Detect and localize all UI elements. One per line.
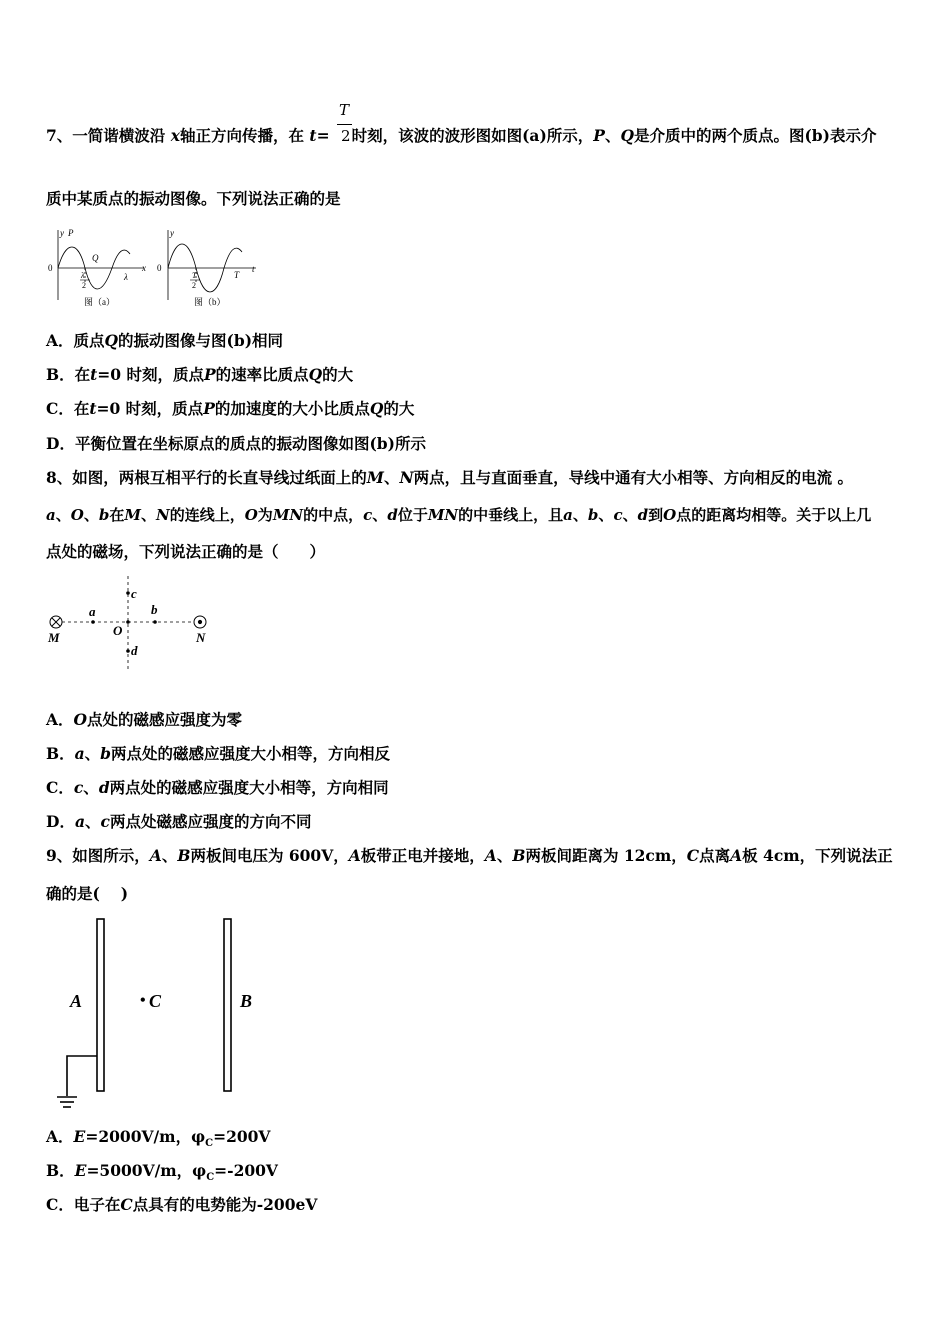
fig-a-lambda2-top: λ	[81, 271, 85, 280]
fig-b-T2-bot: 2	[192, 281, 196, 290]
q9-option-b: B．E=5000V/m，$\varphi_C=-200V$	[46, 1161, 278, 1184]
q9-stem-line2: 确的是( )	[46, 884, 129, 903]
q7-number: 7、	[46, 126, 73, 145]
q9-option-a: A．E=2000V/m，$\varphi_C=200V$	[46, 1127, 271, 1150]
q9-option-c: C．电子在C点具有的电势能为-200eV	[46, 1195, 318, 1214]
label-o: O	[113, 623, 123, 638]
fig-a-lambda2-bot: 2	[82, 281, 86, 290]
fig-b-caption: 图（b）	[194, 297, 226, 307]
fig-b-origin: 0	[157, 263, 162, 273]
q8-figure	[44, 574, 224, 674]
fig-a-x-label: x	[142, 263, 146, 273]
fig-b-y-label: y	[170, 228, 174, 238]
fig-b-T: T	[234, 270, 240, 280]
wire-n-out-of-page-icon	[194, 616, 206, 628]
fraction-bar	[337, 124, 352, 125]
q8-option-c: C．c、d两点处的磁感应强度大小相等，方向相同	[46, 778, 389, 797]
q9-stem-line1: 9、如图所示，A、B两板间电压为 600V，A板带正电并接地，A、B两板间距离为 12cm，C点离A板 4cm，下列说法正	[46, 846, 893, 865]
label-n: N	[196, 630, 206, 645]
fig-a-Q-label: Q	[92, 253, 99, 263]
q7-stem-line2: 质中某质点的振动图像。下列说法正确的是	[46, 189, 341, 208]
point-o	[126, 620, 130, 624]
fig-a-y-label: y	[60, 228, 64, 238]
figure-a	[58, 230, 144, 300]
point-a	[91, 620, 95, 624]
q8-stem-line1: 8、如图，两根互相平行的长直导线过纸面上的M、N两点，且与直面垂直，导线中通有大小相等、方向相反的电流 。	[46, 468, 854, 487]
figure-b	[168, 230, 256, 300]
fig-b-t-label: t	[252, 264, 255, 274]
label-a: a	[89, 604, 96, 619]
ground-icon	[57, 1097, 77, 1107]
point-d	[126, 649, 130, 653]
point-c	[126, 591, 130, 595]
label-b: b	[151, 602, 158, 617]
t-over-2-denominator: 2	[341, 127, 351, 145]
plate-a	[97, 919, 104, 1091]
label-plate-b: B	[240, 991, 253, 1011]
q7-option-c: C．在t=0 时刻，质点P的加速度的大小比质点Q的大	[46, 399, 415, 418]
q8-option-a: A．O点处的磁感应强度为零	[46, 710, 243, 729]
fig-a-lambda: λ	[124, 272, 128, 282]
t-over-2-numerator: T	[339, 101, 350, 119]
q9-figure	[50, 916, 270, 1116]
q7-option-d: D．平衡位置在坐标原点的质点的振动图像如图(b)所示	[46, 434, 426, 453]
q7-figure	[44, 226, 264, 310]
label-point-c: C	[149, 991, 162, 1011]
label-plate-a: A	[70, 991, 83, 1011]
point-c-dot: •	[140, 992, 146, 1009]
fig-a-P-label: P	[68, 228, 74, 238]
point-b	[153, 620, 157, 624]
fig-a-origin: 0	[48, 263, 53, 273]
q7-option-b: B．在t=0 时刻，质点P的速率比质点Q的大	[46, 365, 354, 384]
plate-b	[224, 919, 231, 1091]
q8-stem-line3: 点处的磁场，下列说法正确的是（ ）	[46, 542, 326, 561]
fig-b-T2-top: T	[192, 271, 197, 280]
q8-option-b: B．a、b两点处的磁感应强度大小相等，方向相反	[46, 744, 391, 763]
fig-a-caption: 图（a）	[84, 297, 115, 307]
wire-m-into-page-icon	[50, 616, 62, 628]
ground-wire	[67, 1056, 97, 1096]
label-m: M	[48, 630, 60, 645]
label-c: c	[131, 586, 137, 601]
q7-stem-line1: 7、一简谐横波沿 x轴正方向传播，在 t= 时刻，该波的波形图如图(a)所示，P、Q是介质中的两个质点。图(b)表示介	[46, 126, 877, 145]
q7-option-a: A．质点Q的振动图像与图(b)相同	[46, 331, 284, 350]
q8-option-d: D．a、c两点处磁感应强度的方向不同	[46, 812, 312, 831]
q8-stem-line2: a、O、b在M、N的连线上，O为MN的中点，c、d位于MN的中垂线上，且a、b、c、d到O点的距离均相等。关于以上几	[46, 506, 872, 524]
label-d: d	[131, 643, 138, 658]
